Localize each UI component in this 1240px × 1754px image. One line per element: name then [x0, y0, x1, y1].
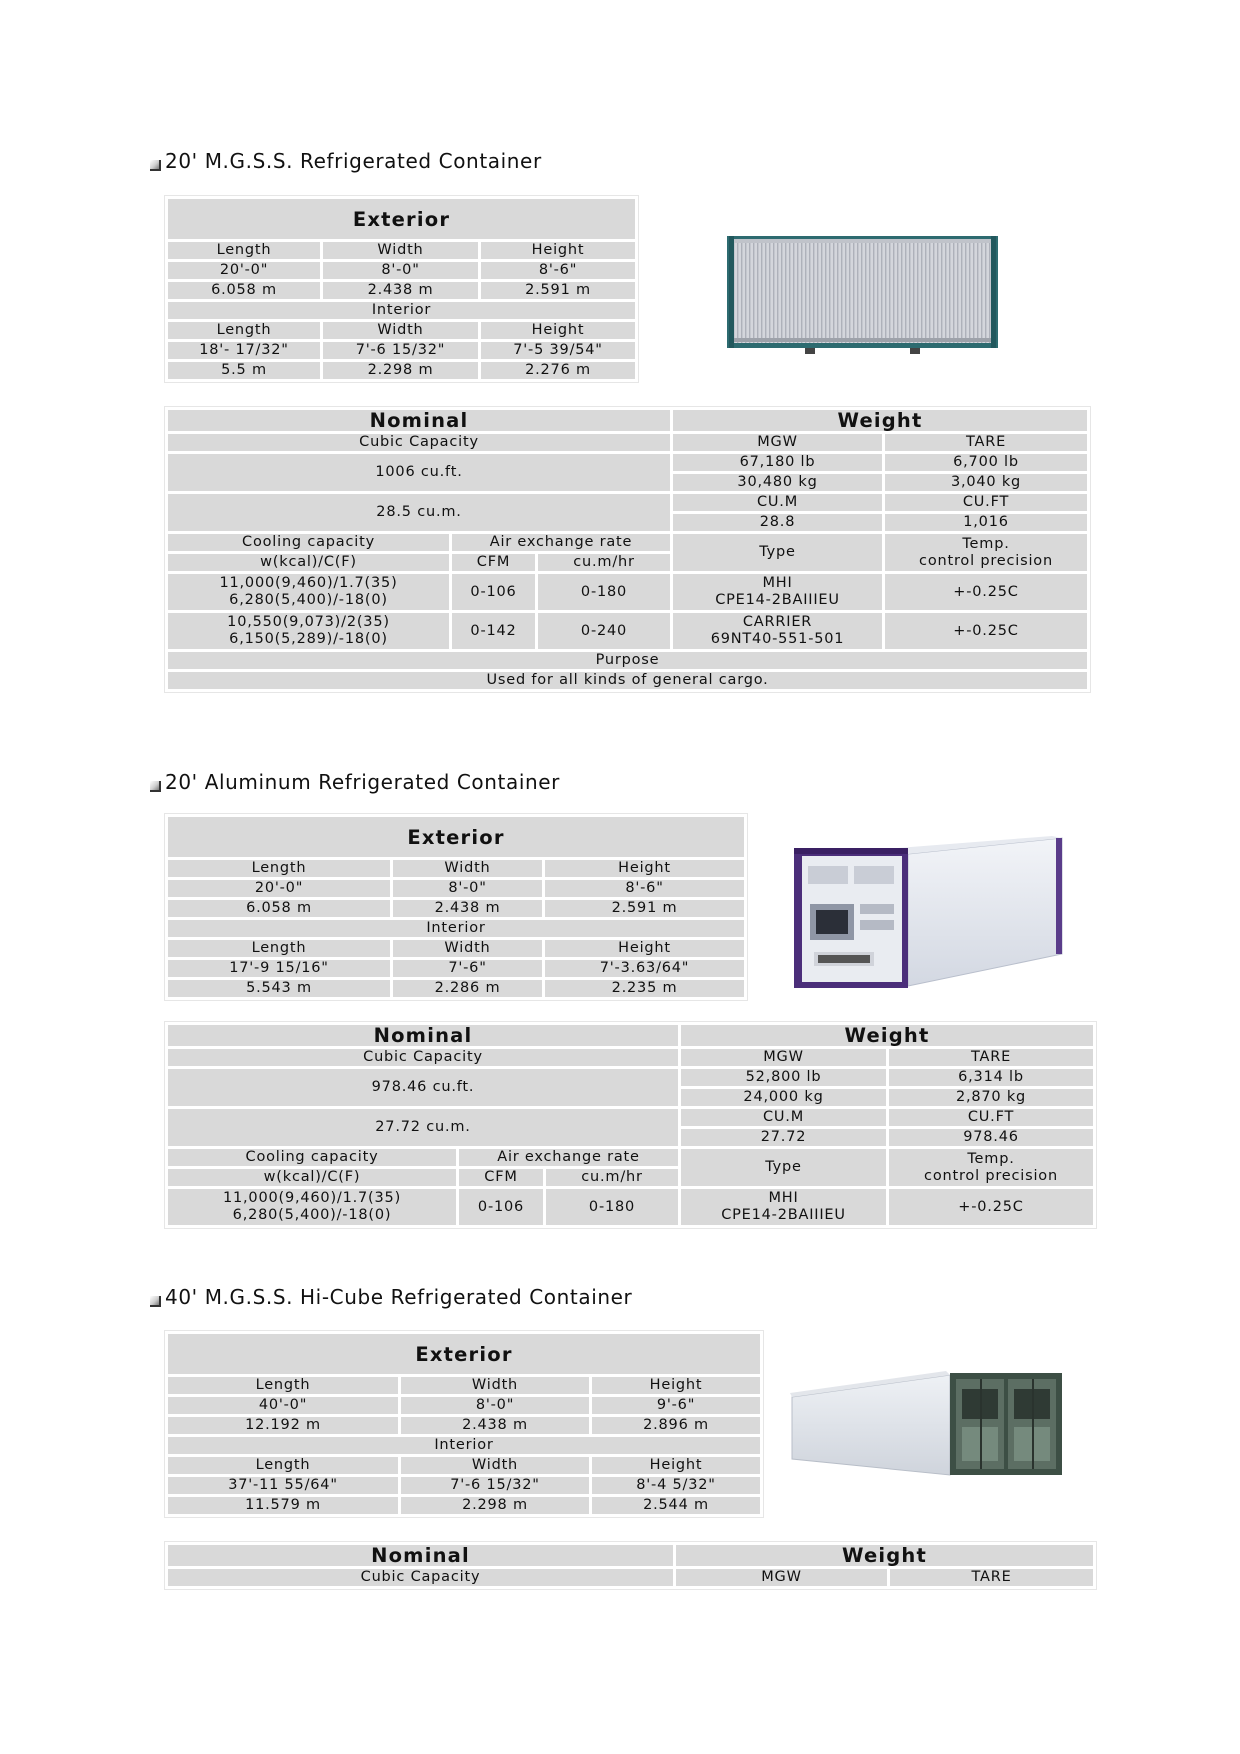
interior-header: Interior — [168, 1437, 760, 1454]
section-title: 40' M.G.S.S. Hi-Cube Refrigerated Container — [150, 1285, 632, 1309]
exterior-header: Exterior — [168, 817, 744, 857]
table-row: 11,000(9,460)/1.7(35) 6,280(5,400)/-18(0) 0-106 0-180 MHI CPE14-2BAIIIEU +-0.25C — [168, 1189, 1093, 1225]
interior-header: Interior — [168, 920, 744, 937]
container-image — [790, 834, 1065, 994]
purpose-text: Used for all kinds of general cargo. — [168, 672, 1087, 689]
nominal-header: Nominal — [168, 1025, 678, 1046]
nominal-table: Nominal Weight Cubic Capacity MGW TARE 1006 cu.ft. 67,180 lb 6,700 lb 30,480 kg 3,040 kg 28.5 cu.m. CU.M CU.FT 28.8 1,016 Cooling capacity Air exchange rate Type Temp. control precision w(kcal)/C(F) CFM cu.m/hr 11,000(9,460)/1.7(35) 6,280(5,400)/-18(0) 0-106 0-180 MHI CPE14-2BAIIIEU +-0.25C 10,550(9,073)/2(35) 6,150(5,289)/-18(0) 0-142 0-240 CARRIER 69NT40-551-501 +-0.25C Purpose Used for all kinds of general cargo. — [165, 407, 1090, 692]
exterior-table: Exterior Length Width Height 40'-0" 8'-0" 9'-6" 12.192 m 2.438 m 2.896 m Interior Length Width Height 37'-11 55/64" 7'-6 15/32" 8'-4 5/32" 11.579 m 2.298 m 2.544 m — [165, 1331, 763, 1517]
nominal-table: Nominal Weight Cubic Capacity MGW TARE — [165, 1542, 1096, 1589]
exterior-table: Exterior Length Width Height 20'-0" 8'-0" 8'-6" 6.058 m 2.438 m 2.591 m Interior Length Width Height 17'-9 15/16" 7'-6" 7'-3.63/64" 5.543 m 2.286 m 2.235 m — [165, 814, 747, 1000]
weight-header: Weight — [673, 410, 1087, 431]
nominal-header: Nominal — [168, 1545, 673, 1566]
table-row: 10,550(9,073)/2(35) 6,150(5,289)/-18(0) 0-142 0-240 CARRIER 69NT40-551-501 +-0.25C — [168, 613, 1087, 649]
exterior-table: Exterior Length Width Height 20'-0" 8'-0" 8'-6" 6.058 m 2.438 m 2.591 m Interior Length Width Height 18'- 17/32" 7'-6 15/32" 7'-5 39/54" 5.5 m 2.298 m 2.276 m — [165, 196, 638, 382]
table-row: 11,000(9,460)/1.7(35) 6,280(5,400)/-18(0) 0-106 0-180 MHI CPE14-2BAIIIEU +-0.25C — [168, 574, 1087, 610]
nominal-table: Nominal Weight Cubic Capacity MGW TARE 978.46 cu.ft. 52,800 lb 6,314 lb 24,000 kg 2,870 kg 27.72 cu.m. CU.M CU.FT 27.72 978.46 Cooling capacity Air exchange rate Type Temp. control precision w(kcal)/C(F) CFM cu.m/hr 11,000(9,460)/1.7(35) 6,280(5,400)/-18(0) 0-106 0-180 MHI CPE14-2BAIIIEU +-0.25C — [165, 1022, 1096, 1228]
nominal-header: Nominal — [168, 410, 670, 431]
weight-header: Weight — [681, 1025, 1093, 1046]
exterior-header: Exterior — [168, 1334, 760, 1374]
container-image — [790, 1367, 1065, 1482]
weight-header: Weight — [676, 1545, 1093, 1566]
bullet-icon — [150, 781, 161, 792]
exterior-header: Exterior — [168, 199, 635, 239]
bullet-icon — [150, 1296, 161, 1307]
container-image — [725, 234, 1000, 356]
bullet-icon — [150, 160, 161, 171]
section-title: 20' Aluminum Refrigerated Container — [150, 770, 560, 794]
section-title: 20' M.G.S.S. Refrigerated Container — [150, 149, 542, 173]
interior-header: Interior — [168, 302, 635, 319]
